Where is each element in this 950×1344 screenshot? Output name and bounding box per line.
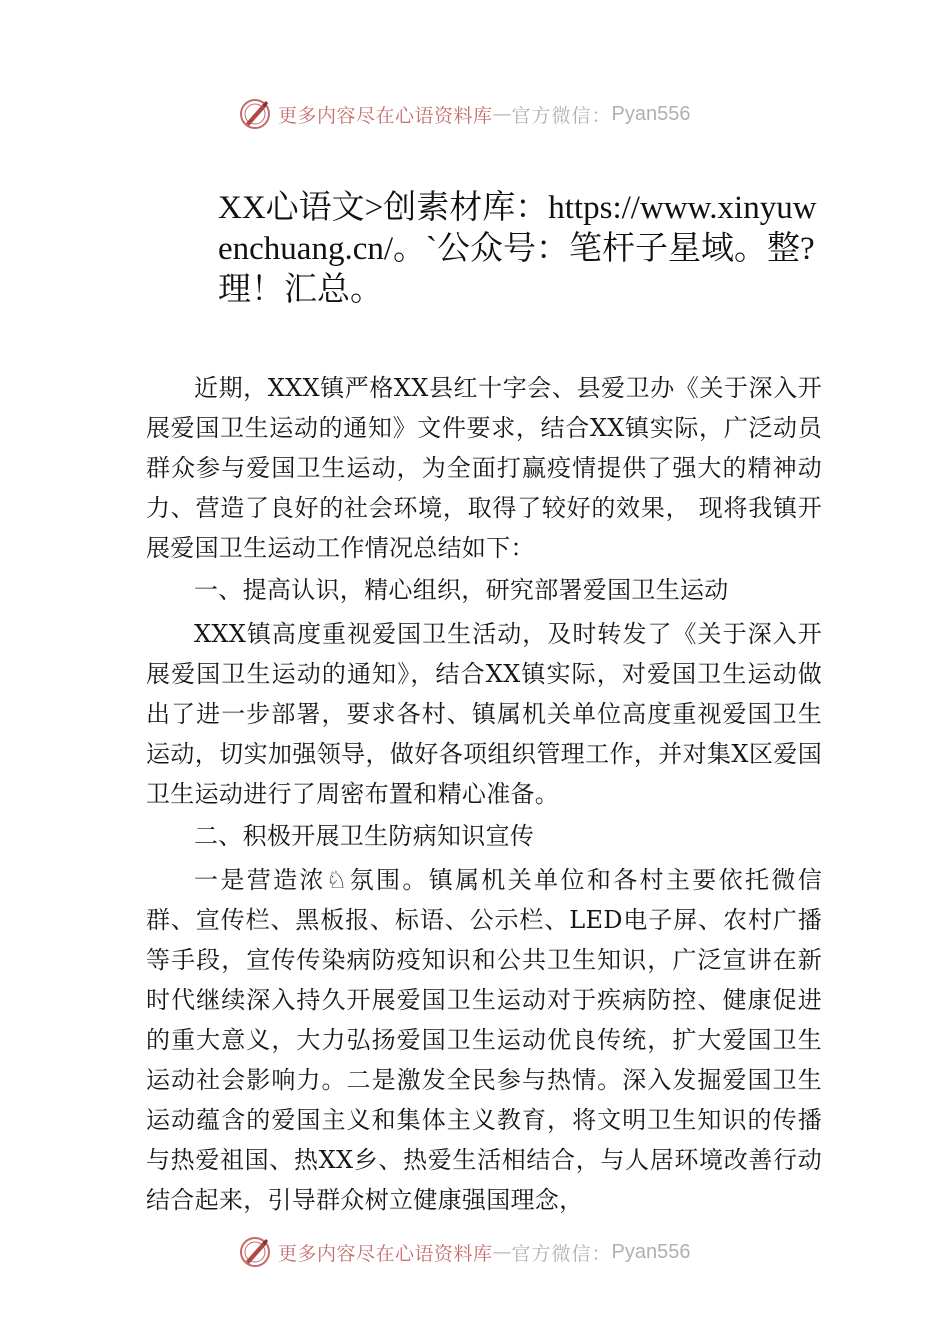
section-heading-2: 二、积极开展卫生防病知识宣传: [194, 822, 535, 850]
header-banner: [238, 94, 758, 134]
banner-wechat-label: 官方微信：: [511, 104, 612, 127]
footer-banner-text: 更多内容尽在心语资料库: [278, 1242, 493, 1265]
intro-paragraph: 近期，XXX镇严格XX县红十字会、县爱卫办《关于深入开展爱国卫生运动的通知》文件要求，结合XX镇实际，广泛动员群众参与爱国卫生运动，为全面打赢疫情提供了强大的精神动力、营造了良好的社会环境，取得了较好的效果， 现将我镇开展爱国卫生运动工作情况总结如下：: [146, 374, 822, 562]
pen-nib-seal-icon: [238, 97, 272, 131]
section-2-paragraph: 一是营造浓♘氛围。镇属机关单位和各村主要依托微信群、宣传栏、黑板报、标语、公示栏、LED电子屏、农村广播等手段，宣传传染病防疫知识和公共卫生知识，广泛宣讲在新时代继续深入持久开展爱国卫生运动对于疾病防控、健康促进的重大意义，大力弘扬爱国卫生运动优良传统，扩大爱国卫生运动社会影响力。二是激发全民参与热情。深入发掘爱国卫生运动蕴含的爱国主义和集体主义教育，将文明卫生知识的传播与热爱祖国、热XX乡、热爱生活相结合，与人居环境改善行动结合起来，引导群众树立健康强国理念，: [146, 866, 822, 1214]
footer-banner-dash: —: [492, 1241, 512, 1263]
banner-wechat-id: Pyan556: [611, 102, 691, 125]
document-body: [146, 368, 822, 1220]
pen-nib-seal-icon: [238, 1235, 272, 1269]
section-1-paragraph: XXX镇高度重视爱国卫生活动，及时转发了《关于深入开展爱国卫生运动的通知》，结合XX镇实际，对爱国卫生运动做出了进一步部署，要求各村、镇属机关单位高度重视爱国卫生运动，切实加强领导，做好各项组织管理工作，并对集X区爱国卫生运动进行了周密布置和精心准备。: [146, 620, 822, 808]
document-title: XX心语文>创素材库：https://www.xinyuwenchuang.cn/。`公众号：笔杆子星域。整?理！汇总。: [218, 190, 817, 308]
footer-banner-wechat-id: Pyan556: [611, 1240, 691, 1263]
footer-banner: [238, 1232, 758, 1272]
footer-banner-wechat-label: 官方微信：: [511, 1242, 612, 1265]
section-heading-1: 一、提高认识，精心组织，研究部署爱国卫生运动: [194, 576, 729, 604]
banner-text: 更多内容尽在心语资料库: [278, 104, 493, 127]
banner-dash: —: [492, 103, 512, 125]
